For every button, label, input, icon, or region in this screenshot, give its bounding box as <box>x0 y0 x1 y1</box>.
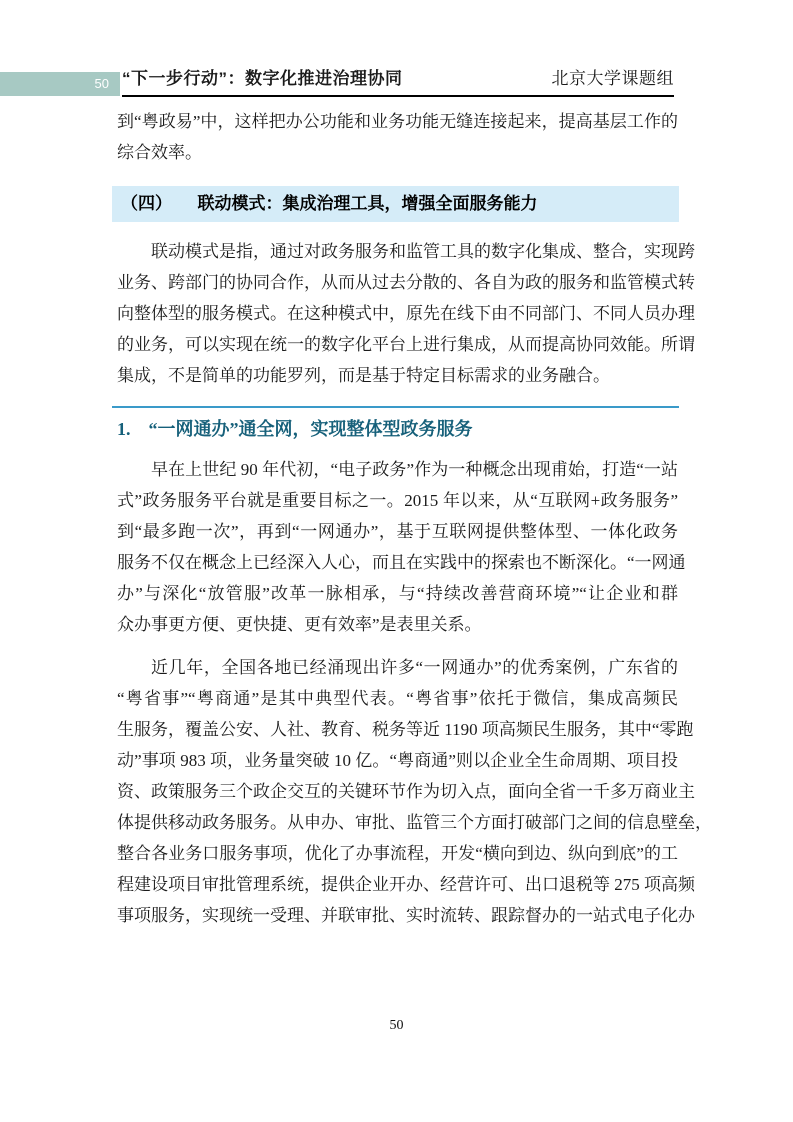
margin-page-number-tab <box>0 72 120 96</box>
text-line: 办”与深化“放管服”改革一脉相承，与“持续改善营商环境”“让企业和群 <box>117 584 678 603</box>
text-line: 服务不仅在概念上已经深入人心，而且在实践中的探索也不断深化。“一网通 <box>117 553 686 572</box>
header-rule <box>122 95 674 97</box>
paragraph-guangdong-cases <box>117 652 712 931</box>
text-line: 众办事更方便、更快捷、更有效率”是表里关系。 <box>117 615 482 634</box>
text-line: 早在上世纪 90 年代初，“电子政务”作为一种概念出现甫始，打造“一站 <box>151 460 678 479</box>
text-line: 到“粤政易”中，这样把办公功能和业务功能无缝连接起来，提高基层工作的 <box>117 112 678 131</box>
text-line: 整合各业务口服务事项，优化了办事流程，开发“横向到边、纵向到底”的工 <box>117 844 678 863</box>
text-line: 向整体型的服务模式。在这种模式中，原先在线下由不同部门、不同人员办理 <box>117 304 695 323</box>
text-line: 业务、跨部门的协同合作，从而从过去分散的、各自为政的服务和监管模式转 <box>117 273 695 292</box>
subsection-heading: 1. “一网通办”通全网，实现整体型政务服务 <box>117 419 473 439</box>
paragraph-one-wang-history <box>117 454 686 640</box>
text-line: 联动模式是指，通过对政务服务和监管工具的数字化集成、整合，实现跨 <box>151 242 695 261</box>
text-line: 近几年，全国各地已经涌现出许多“一网通办”的优秀案例，广东省的 <box>151 658 678 677</box>
text-line: 综合效率。 <box>117 143 202 162</box>
page-content <box>117 106 712 931</box>
paragraph-continuation <box>117 106 678 168</box>
text-line: 资、政策服务三个政企交互的关键环节作为切入点，面向全省一千多万商业主 <box>117 782 695 801</box>
subsection-heading-block <box>117 406 678 444</box>
subsection-rule <box>112 406 679 408</box>
paragraph-intro <box>117 236 695 391</box>
section-heading-text: （四） 联动模式：集成治理工具，增强全面服务能力 <box>121 194 538 213</box>
text-line: 动”事项 983 项，业务量突破 10 亿。“粤商通”则以企业全生命周期、项目投 <box>117 751 678 770</box>
text-line: 的业务，可以实现在统一的数字化平台上进行集成，从而提高协同效能。所谓 <box>117 335 695 354</box>
text-line: 事项服务，实现统一受理、并联审批、实时流转、跟踪督办的一站式电子化办 <box>117 906 695 925</box>
text-line: 到“最多跑一次”，再到“一网通办”，基于互联网提供整体型、一体化政务 <box>117 522 678 541</box>
page-footer <box>0 1018 793 1034</box>
page-header <box>122 64 674 89</box>
text-line: 生服务，覆盖公安、人社、教育、税务等近 1190 项高频民生服务，其中“零跑 <box>117 720 694 739</box>
text-line: 程建设项目审批管理系统，提供企业开办、经营许可、出口退税等 275 项高频 <box>117 875 695 894</box>
running-title: “下一步行动”：数字化推进治理协同 <box>122 69 403 88</box>
text-line: 体提供移动政务服务。从申办、审批、监管三个方面打破部门之间的信息壁垒， <box>117 813 712 832</box>
footer-page-number: 50 <box>389 1018 404 1033</box>
text-line: “粤省事”“粤商通”是其中典型代表。“粤省事”依托于微信，集成高频民 <box>117 689 678 708</box>
header-affiliation: 北京大学课题组 <box>551 69 674 88</box>
section-heading <box>112 186 679 222</box>
text-line: 集成，不是简单的功能罗列，而是基于特定目标需求的业务融合。 <box>117 366 610 385</box>
text-line: 式”政务服务平台就是重要目标之一。2015 年以来，从“互联网+政务服务” <box>117 491 678 510</box>
margin-page-number: 50 <box>94 76 109 91</box>
